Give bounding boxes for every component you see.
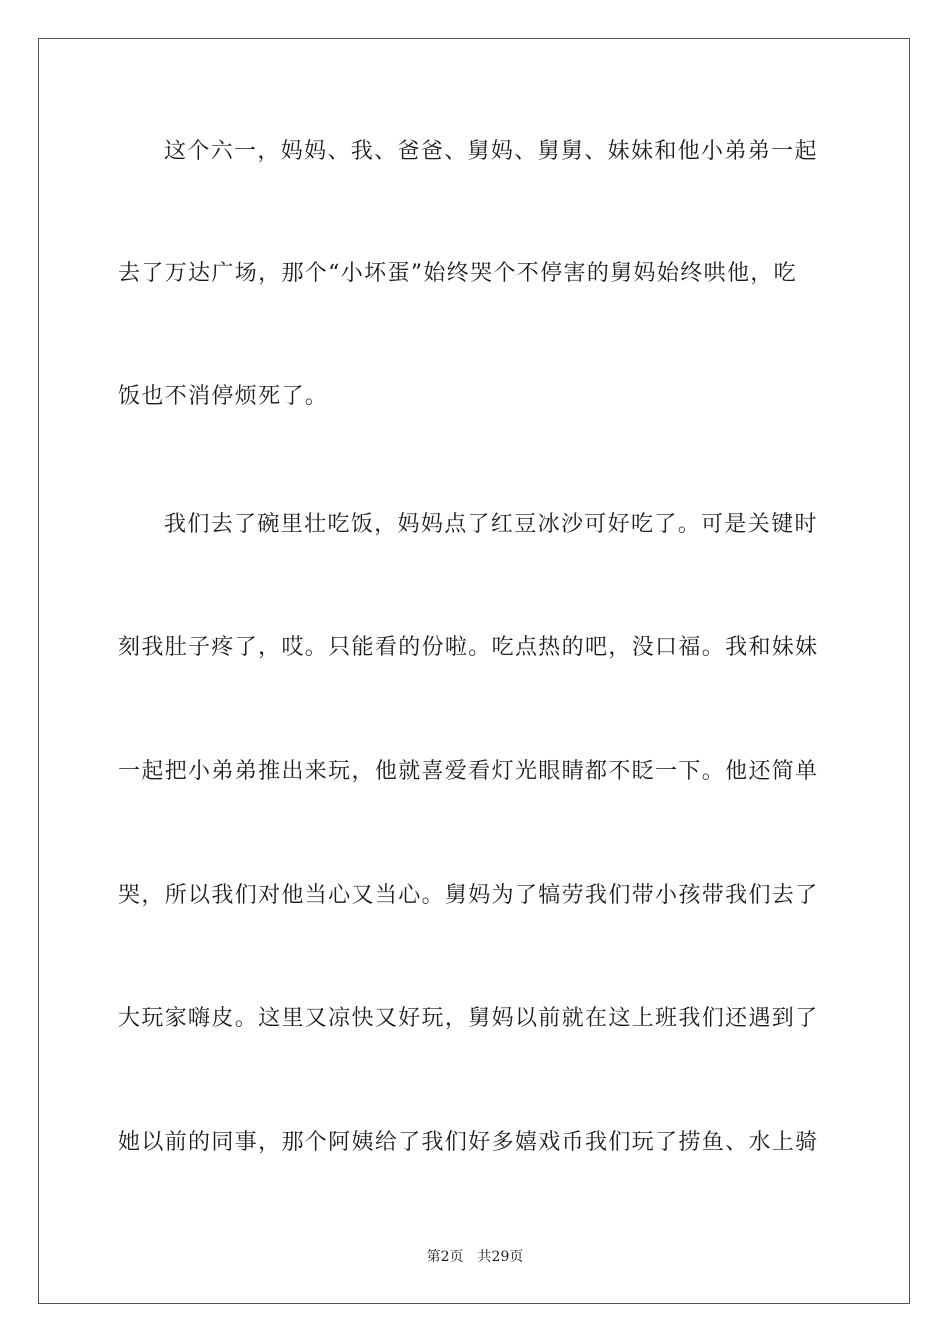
- text-line: 刻我肚子疼了，哎。只能看的份啦。吃点热的吧，没口福。我和妹妹: [118, 635, 819, 660]
- page-total: 共29页: [477, 1249, 524, 1265]
- text-line: 她以前的同事，那个阿姨给了我们好多嬉戏币我们玩了捞鱼、水上骑: [118, 1130, 819, 1155]
- text-line: 大玩家嗨皮。这里又凉快又好玩，舅妈以前就在这上班我们还遇到了: [118, 1006, 819, 1031]
- text-line: 我们去了碗里壮吃饭，妈妈点了红豆冰沙可好吃了。可是关键时: [164, 512, 818, 537]
- text-line: 哭，所以我们对他当心又当心。舅妈为了犒劳我们带小孩带我们去了: [118, 883, 819, 908]
- page-footer: [0, 1248, 950, 1266]
- page-border: [38, 38, 910, 1304]
- text-line: 饭也不消停烦死了。: [118, 384, 329, 409]
- page-number: 第2页: [426, 1249, 464, 1265]
- text-line: 去了万达广场，那个“小坏蛋”始终哭个不停害的舅妈始终哄他，吃: [118, 261, 797, 286]
- text-line: 一起把小弟弟推出来玩，他就喜爱看灯光眼睛都不眨一下。他还简单: [118, 759, 819, 784]
- text-line: 这个六一，妈妈、我、爸爸、舅妈、舅舅、妹妹和他小弟弟一起: [164, 139, 818, 164]
